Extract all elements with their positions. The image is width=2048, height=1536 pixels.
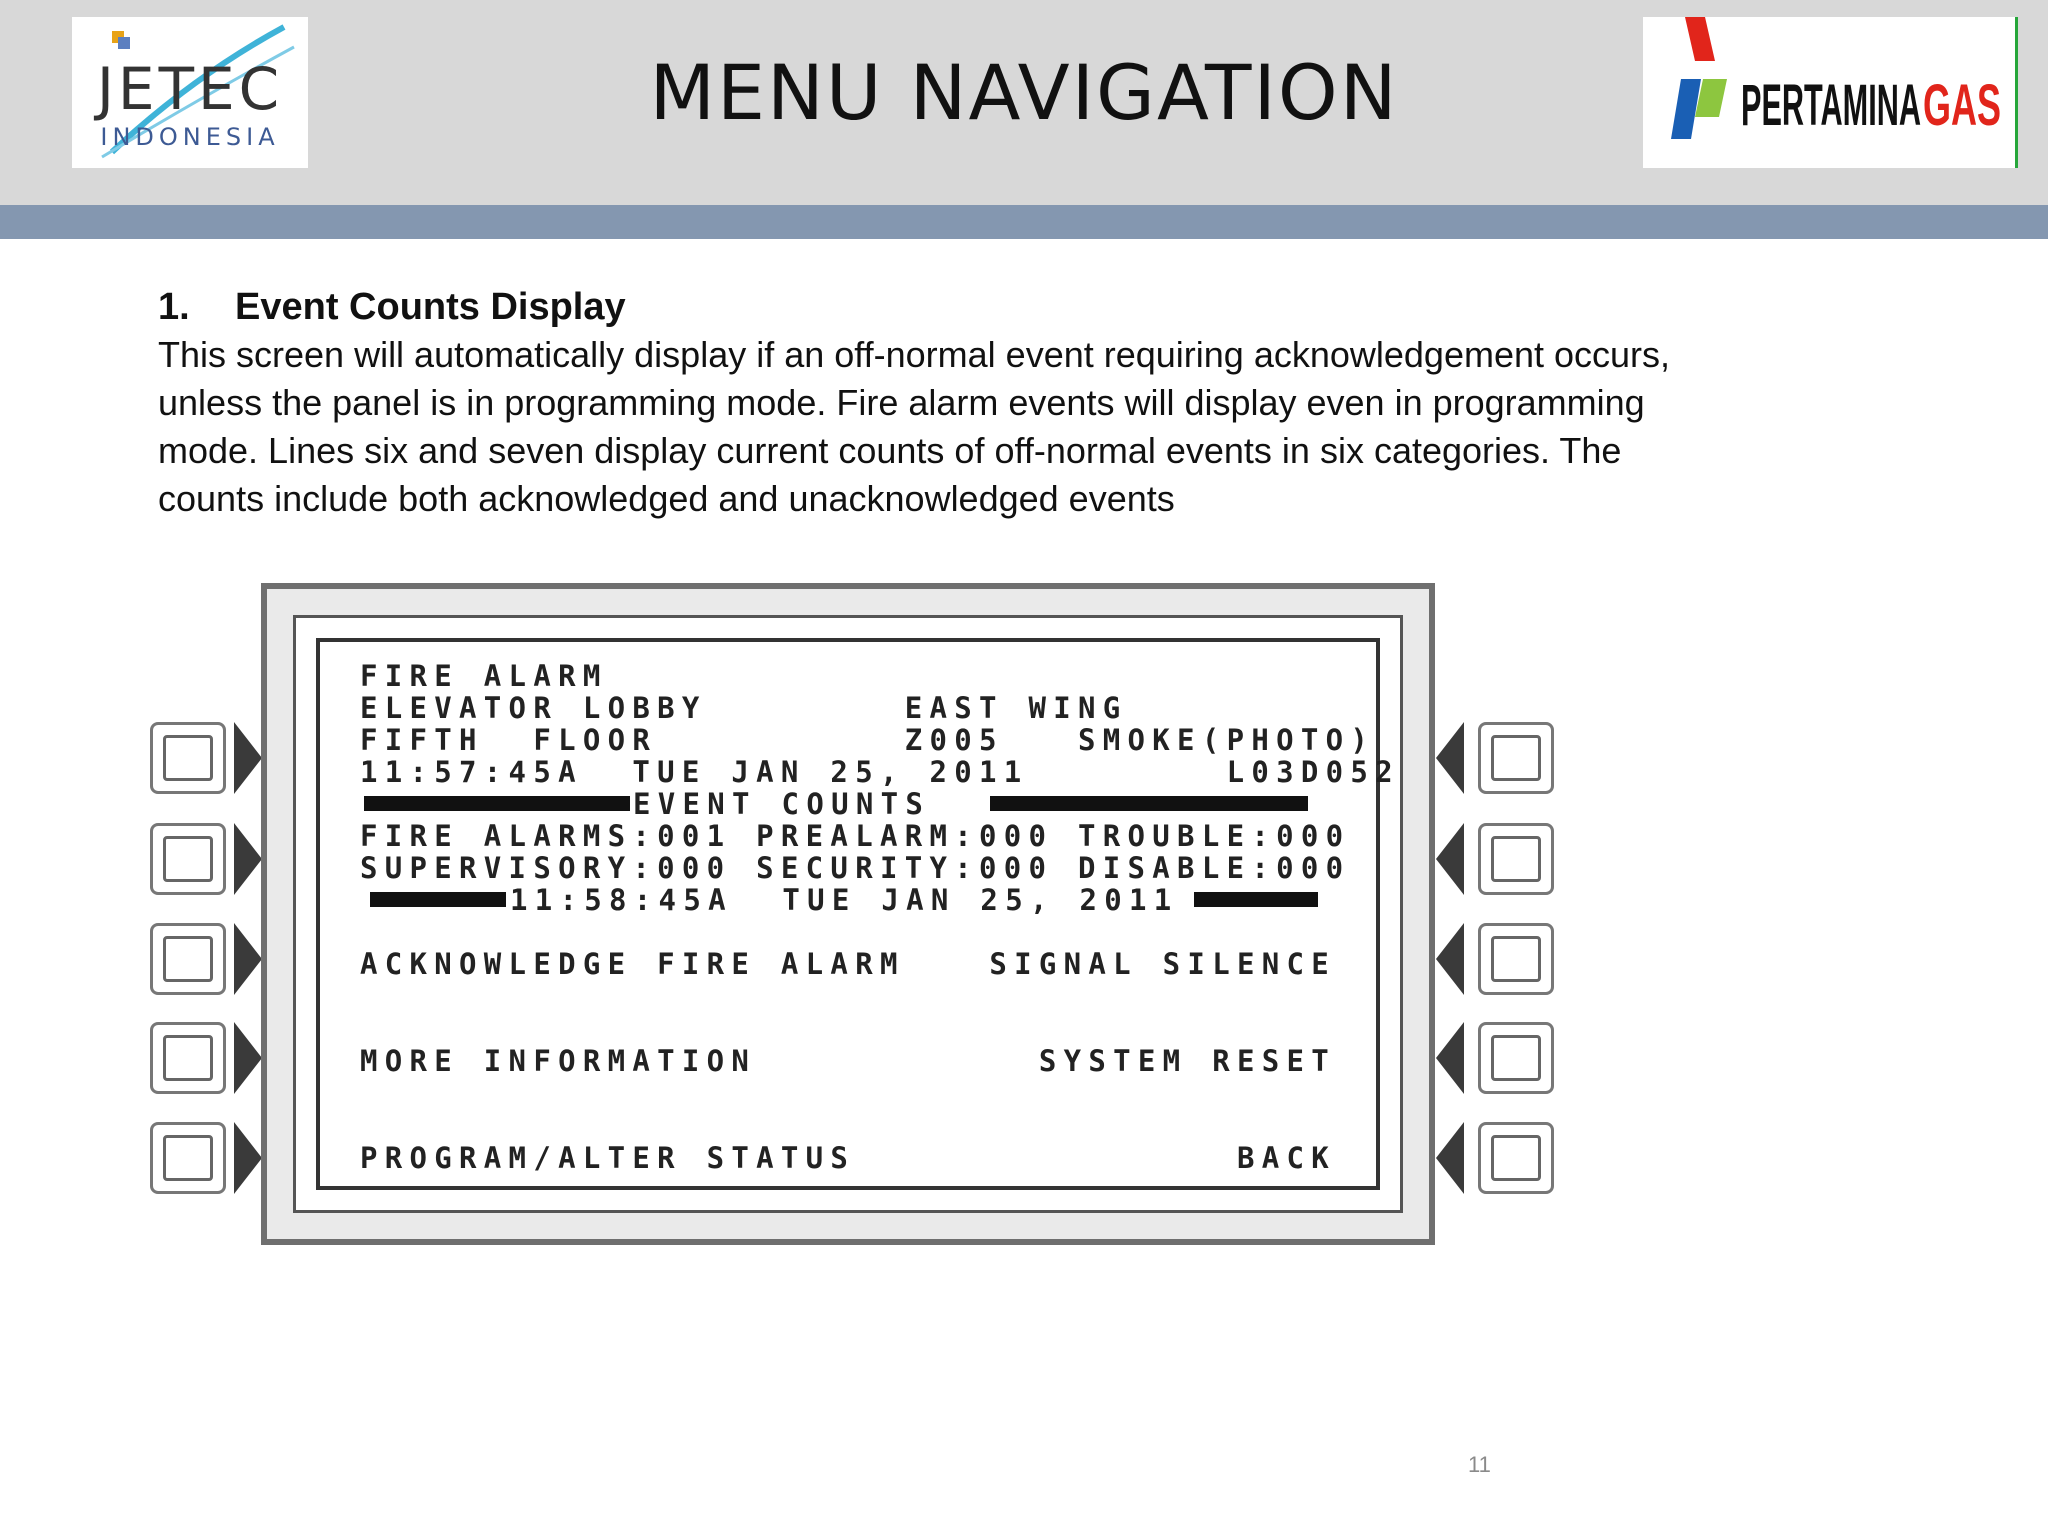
button-face-icon: [163, 1135, 213, 1181]
section-heading: [158, 286, 626, 329]
section-heading-text: Event Counts Display: [235, 286, 626, 328]
section-number: 1.: [158, 286, 190, 328]
pertamina-logo-text: PERTAMINA: [1741, 73, 1921, 138]
lcd-screen: [316, 638, 1400, 1190]
left-arrow-icon: [1436, 722, 1464, 794]
lcd-line-current-time: 11:58:45A TUE JAN 25, 2011: [510, 883, 1179, 917]
jetec-logo-text: JETEC: [96, 55, 284, 123]
right-soft-key-button[interactable]: [1478, 1022, 1554, 1094]
button-face-icon: [163, 1035, 213, 1081]
right-soft-key-button[interactable]: [1478, 722, 1554, 794]
button-face-icon: [1491, 735, 1541, 781]
pertamina-gas-logo: [1643, 17, 2018, 168]
body-text-line: mode. Lines six and seven display current counts of off-normal events in six categories. The: [158, 430, 1622, 471]
left-arrow-icon: [1436, 823, 1464, 895]
jetec-logo-subtext: INDONESIA: [100, 123, 280, 151]
lcd-line-zone: FIFTH FLOOR Z005 SMOKE(PHOTO): [360, 723, 1376, 757]
left-soft-key-button[interactable]: [150, 722, 226, 794]
right-soft-key-button[interactable]: [1478, 823, 1554, 895]
left-arrow-icon: [1436, 1122, 1464, 1194]
lcd-divider-bar: [370, 892, 506, 907]
page-title: MENU NAVIGATION: [649, 48, 1399, 137]
panel-frame: [261, 583, 1435, 1245]
left-soft-key-button[interactable]: [150, 823, 226, 895]
lcd-softkey-more-information[interactable]: MORE INFORMATION: [360, 1044, 757, 1078]
button-face-icon: [163, 836, 213, 882]
left-soft-key-button[interactable]: [150, 1122, 226, 1194]
lcd-divider-bar: [364, 796, 630, 811]
left-arrow-icon: [1436, 1022, 1464, 1094]
lcd-line-alarm-type: FIRE ALARM: [360, 659, 608, 693]
button-face-icon: [1491, 936, 1541, 982]
right-arrow-icon: [234, 722, 262, 794]
left-soft-key-button[interactable]: [150, 923, 226, 995]
lcd-softkey-signal-silence[interactable]: SIGNAL SILENCE: [989, 947, 1336, 981]
right-arrow-icon: [234, 823, 262, 895]
lcd-divider-bar: [990, 796, 1308, 811]
button-face-icon: [163, 735, 213, 781]
lcd-line-timestamp: 11:57:45A TUE JAN 25, 2011 L03D052: [360, 755, 1400, 789]
body-text-line: counts include both acknowledged and unacknowledged events: [158, 478, 1175, 519]
button-face-icon: [1491, 836, 1541, 882]
right-soft-key-button[interactable]: [1478, 1122, 1554, 1194]
lcd-line-location: ELEVATOR LOBBY EAST WING: [360, 691, 1128, 725]
lcd-line-counts-row1: FIRE ALARMS:001 PREALARM:000 TROUBLE:000: [360, 819, 1351, 853]
right-arrow-icon: [234, 1122, 262, 1194]
button-face-icon: [163, 936, 213, 982]
button-face-icon: [1491, 1035, 1541, 1081]
body-text-line: unless the panel is in programming mode. Fire alarm events will display even in programming: [158, 382, 1645, 423]
lcd-event-counts-title: EVENT COUNTS: [633, 787, 931, 821]
gas-logo-text: GAS: [1923, 73, 2001, 138]
lcd-softkey-acknowledge[interactable]: ACKNOWLEDGE FIRE ALARM: [360, 947, 905, 981]
accent-band: [0, 205, 2048, 239]
panel-bevel: [293, 615, 1403, 1213]
left-arrow-icon: [1436, 923, 1464, 995]
page-number: 11: [1468, 1452, 1491, 1477]
right-soft-key-button[interactable]: [1478, 923, 1554, 995]
lcd-softkey-system-reset[interactable]: SYSTEM RESET: [1038, 1044, 1336, 1078]
body-text-line: This screen will automatically display if an off-normal event requiring acknowledgement occurs,: [158, 334, 1671, 375]
lcd-line-counts-row2: SUPERVISORY:000 SECURITY:000 DISABLE:000: [360, 851, 1351, 885]
right-arrow-icon: [234, 923, 262, 995]
right-arrow-icon: [234, 1022, 262, 1094]
left-soft-key-button[interactable]: [150, 1022, 226, 1094]
lcd-softkey-back[interactable]: BACK: [1236, 1141, 1336, 1175]
lcd-softkey-program-alter-status[interactable]: PROGRAM/ALTER STATUS: [360, 1141, 856, 1175]
lcd-divider-bar: [1194, 892, 1318, 907]
button-face-icon: [1491, 1135, 1541, 1181]
